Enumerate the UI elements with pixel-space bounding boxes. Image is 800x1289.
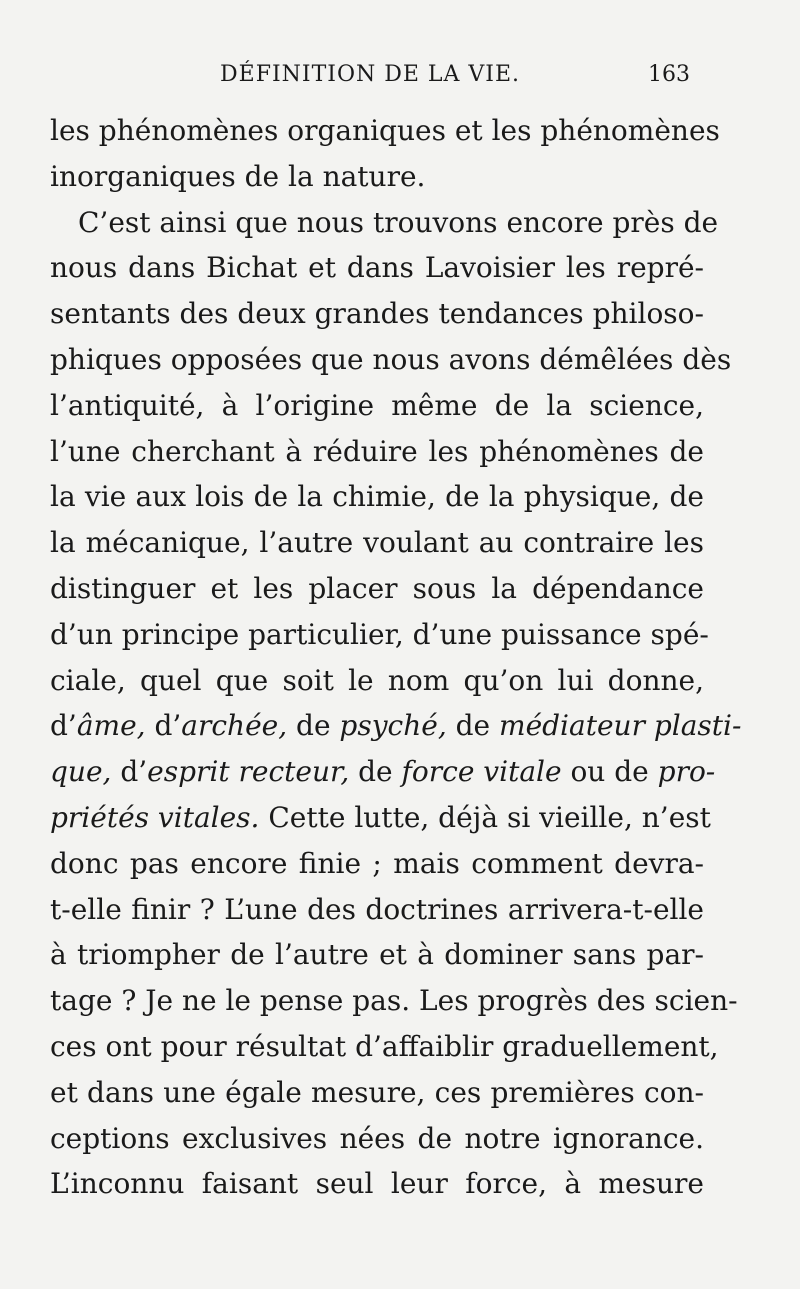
text-line: à triompher de l’autre et à dominer sans par-	[50, 938, 704, 972]
page-number: 163	[648, 62, 690, 87]
running-head-title: DÉFINITION DE LA VIE.	[220, 62, 521, 87]
italic-term: médiateur plasti-	[499, 709, 742, 743]
text-segment: de	[446, 709, 500, 743]
italic-term: pro-	[657, 755, 716, 789]
text-segment: Cette lutte, déjà si vieille, n’est	[259, 800, 711, 834]
text-line: nous dans Bichat et dans Lavoisier les repré-	[50, 251, 704, 285]
text-line	[50, 795, 711, 841]
italic-term: que,	[50, 755, 112, 789]
body-text	[50, 108, 742, 1207]
italic-term: âme,	[76, 709, 146, 743]
text-line: distinguer et les placer sous la dépendance	[50, 571, 704, 605]
text-segment: ou de	[561, 755, 658, 789]
italic-term: esprit recteur,	[147, 755, 350, 789]
text-line: inorganiques de la nature.	[50, 159, 426, 193]
text-line	[50, 749, 716, 795]
text-line: ces ont pour résultat d’affaiblir graduellement,	[50, 1029, 719, 1063]
italic-term: psyché,	[339, 709, 447, 743]
text-line: ciale, quel que soit le nom qu’on lui donne,	[50, 663, 704, 697]
text-segment: d’	[111, 755, 148, 789]
text-line: C’est ainsi que nous trouvons encore près de	[78, 205, 719, 239]
italic-term: force vitale	[401, 755, 562, 789]
text-line: L’inconnu faisant seul leur force, à mesure	[50, 1167, 704, 1201]
text-line: donc pas encore finie ; mais comment devra-	[50, 846, 704, 880]
text-line: phiques opposées que nous avons démêlées dès	[50, 342, 732, 376]
text-segment: de	[287, 709, 340, 743]
text-line: d’un principe particulier, d’une puissance spé-	[50, 617, 709, 651]
text-line: la vie aux lois de la chimie, de la physique, de	[50, 480, 704, 514]
text-line: les phénomènes organiques et les phénomènes	[50, 114, 720, 147]
text-segment: de	[349, 755, 402, 789]
italic-term: archée,	[181, 709, 288, 743]
text-line: ceptions exclusives nées de notre ignorance.	[50, 1121, 704, 1155]
text-segment: d’	[50, 709, 77, 743]
text-line: sentants des deux grandes tendances philoso-	[50, 297, 704, 331]
text-line: tage ? Je ne le pense pas. Les progrès des scien-	[50, 984, 738, 1018]
text-line: et dans une égale mesure, ces premières con-	[50, 1075, 704, 1109]
text-line: l’une cherchant à réduire les phénomènes de	[50, 434, 704, 468]
text-line: la mécanique, l’autre voulant au contraire les	[50, 526, 704, 560]
italic-term: priétés vitales.	[50, 800, 260, 834]
text-segment: d’	[145, 709, 182, 743]
text-line: l’antiquité, à l’origine même de la science,	[50, 388, 704, 422]
text-line	[50, 703, 742, 749]
text-line: t-elle finir ? L’une des doctrines arrivera-t-elle	[50, 892, 704, 926]
running-head	[0, 62, 800, 96]
